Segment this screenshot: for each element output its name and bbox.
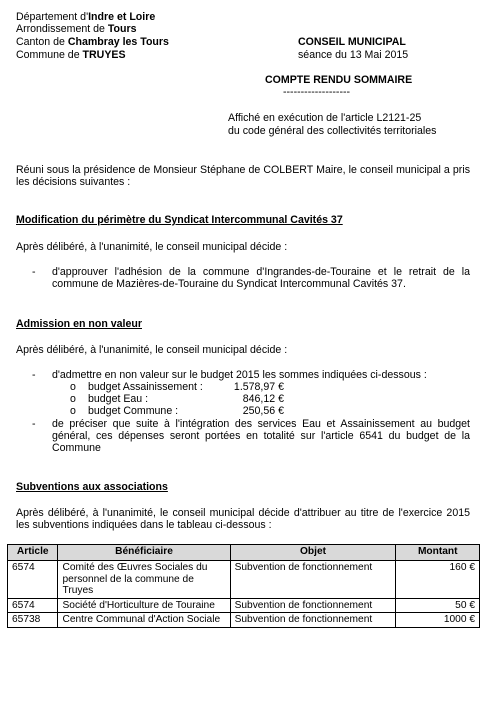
- header-canton: Canton de Chambray les Tours: [16, 36, 169, 48]
- section2-bullet1-dash: -: [32, 369, 36, 381]
- section2-bullet2: de préciser que suite à l'intégration des services Eau et Assainissement au budget général, ces dépenses seront portées en totalité sur l'article 6541 du budget de la Commune: [52, 418, 470, 454]
- sub-item-amount: 250,56 €: [242, 405, 284, 417]
- cell-article: 6574: [8, 561, 58, 599]
- table-row: [8, 598, 480, 613]
- cell-montant: 50 €: [396, 598, 480, 613]
- table-header-row: [8, 545, 480, 561]
- table-row: [8, 613, 480, 628]
- header-commune: Commune de TRUYES: [16, 49, 126, 61]
- report-title: COMPTE RENDU SOMMAIRE: [265, 74, 413, 86]
- section1-decision: Après délibéré, à l'unanimité, le conseil municipal décide :: [16, 241, 288, 253]
- cell-montant: 1000 €: [396, 613, 480, 628]
- column-header-article: Article: [8, 545, 58, 561]
- posting-notice-line2: du code général des collectivités territoriales: [228, 125, 437, 137]
- header-arrondissement: Arrondissement de Tours: [16, 23, 137, 35]
- section2-bullet2-dash: -: [32, 418, 36, 430]
- posting-notice-line1: Affiché en exécution de l'article L2121-25: [228, 112, 422, 124]
- section2-decision: Après délibéré, à l'unanimité, le conseil municipal décide :: [16, 344, 288, 356]
- section3-title: Subventions aux associations: [16, 481, 168, 493]
- session-date: séance du 13 Mai 2015: [298, 49, 409, 61]
- sub-item-label: budget Commune :: [88, 405, 179, 417]
- sub-item-marker: o: [70, 381, 76, 393]
- sub-item-marker: o: [70, 405, 76, 417]
- column-header-beneficiaire: Bénéficiaire: [58, 545, 230, 561]
- council-title: CONSEIL MUNICIPAL: [298, 36, 406, 48]
- cell-beneficiaire: Société d'Horticulture de Touraine: [58, 598, 230, 613]
- section3-decision: Après délibéré, à l'unanimité, le conseil municipal décide d'attribuer au titre de l'exercice 2015 les subventions indiquées dans le tableau ci-dessous :: [16, 507, 470, 531]
- cell-montant: 160 €: [396, 561, 480, 599]
- subventions-table: [7, 544, 480, 628]
- cell-objet: Subvention de fonctionnement: [230, 598, 396, 613]
- cell-beneficiaire: Centre Communal d'Action Sociale: [58, 613, 230, 628]
- sub-item-amount: 846,12 €: [242, 393, 284, 405]
- cell-article: 6574: [8, 598, 58, 613]
- header-department: Département d'Indre et Loire: [16, 11, 156, 23]
- cell-beneficiaire: Comité des Œuvres Sociales du personnel de la commune de Truyes: [58, 561, 230, 599]
- section1-bullet-dash: -: [32, 266, 36, 278]
- sub-item-marker: o: [70, 393, 76, 405]
- column-header-objet: Objet: [230, 545, 396, 561]
- sub-item-label: budget Assainissement :: [88, 381, 203, 393]
- section2-title: Admission en non valeur: [16, 318, 142, 330]
- section2-bullet1: d'admettre en non valeur sur le budget 2015 les sommes indiquées ci-dessous :: [52, 369, 427, 381]
- cell-objet: Subvention de fonctionnement: [230, 561, 396, 599]
- sub-item-amount: 1.578,97 €: [233, 381, 284, 393]
- report-title-rule: -------------------: [283, 86, 351, 98]
- section1-title: Modification du périmètre du Syndicat Intercommunal Cavités 37: [16, 214, 343, 226]
- sub-item-label: budget Eau :: [88, 393, 149, 405]
- cell-article: 65738: [8, 613, 58, 628]
- intro-paragraph: Réuni sous la présidence de Monsieur Stéphane de COLBERT Maire, le conseil municipal a pris les décisions suivantes :: [16, 164, 470, 188]
- cell-objet: Subvention de fonctionnement: [230, 613, 396, 628]
- table-row: [8, 561, 480, 599]
- column-header-montant: Montant: [396, 545, 480, 561]
- section1-bullet: d'approuver l'adhésion de la commune d'Ingrandes-de-Touraine et le retrait de la commune de Mazières-de-Touraine du Syndicat Intercommunal Cavités 37.: [52, 266, 470, 290]
